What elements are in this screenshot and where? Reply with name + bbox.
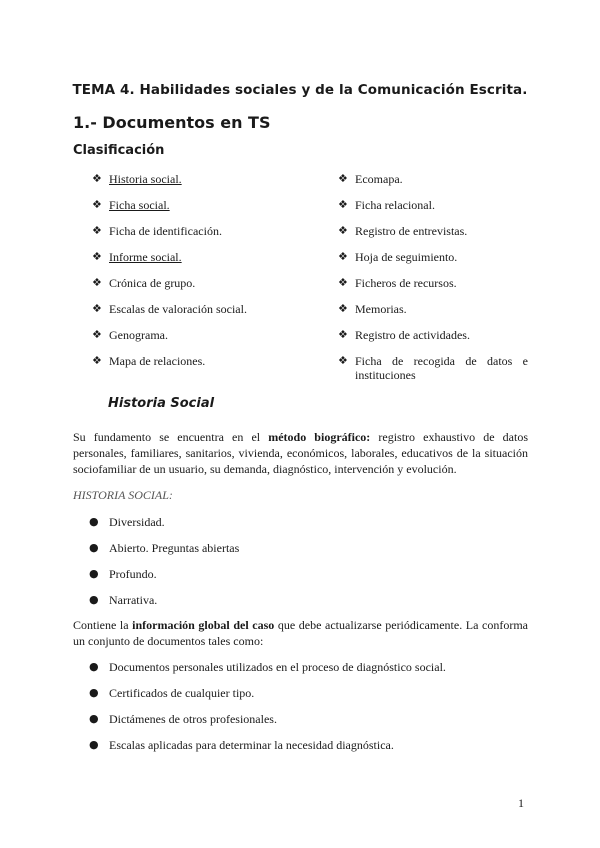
classification-item — [92, 276, 312, 302]
classification-item — [92, 354, 312, 380]
bullet-icon: ● — [89, 660, 99, 673]
diamond-bullet-icon: ❖ — [338, 302, 348, 315]
traits-list — [89, 515, 239, 619]
diamond-bullet-icon: ❖ — [338, 328, 348, 341]
classification-item-label: Ficha de recogida de datos e — [355, 354, 528, 368]
classification-item — [92, 224, 312, 250]
diamond-bullet-icon: ❖ — [338, 250, 348, 263]
historia-social-label: HISTORIA SOCIAL: — [73, 488, 173, 502]
classification-left-column — [92, 172, 312, 380]
document-title: TEMA 4. Habilidades sociales y de la Comunicación Escrita. — [72, 82, 528, 98]
diamond-bullet-icon: ❖ — [338, 172, 348, 185]
classification-item[interactable] — [92, 172, 312, 198]
paragraph-text: Su fundamento se encuentra en el — [73, 430, 269, 444]
bullet-icon: ● — [89, 738, 99, 751]
list-item-label: Abierto. Preguntas abiertas — [109, 541, 240, 555]
classification-item-label: Mapa de relaciones. — [109, 354, 206, 368]
diamond-bullet-icon: ❖ — [92, 198, 102, 211]
diamond-bullet-icon: ❖ — [92, 302, 102, 315]
bullet-icon: ● — [89, 515, 99, 528]
bullet-icon: ● — [89, 712, 99, 725]
classification-item — [338, 276, 528, 302]
list-item — [89, 660, 446, 686]
classification-item — [338, 354, 528, 386]
classification-item — [338, 172, 528, 198]
classification-item-label: Ficha social. — [109, 198, 170, 212]
classification-item-label: Ficha de identificación. — [109, 224, 222, 238]
section-heading: 1.- Documentos en TS — [73, 113, 271, 132]
classification-item-label: Ficheros de recursos. — [355, 276, 457, 290]
diamond-bullet-icon: ❖ — [92, 276, 102, 289]
diamond-bullet-icon: ❖ — [338, 354, 348, 367]
bullet-icon: ● — [89, 686, 99, 699]
classification-item — [92, 328, 312, 354]
classification-item-label: Registro de entrevistas. — [355, 224, 468, 238]
classification-item — [338, 250, 528, 276]
paragraph-text: Contiene la — [73, 618, 133, 632]
list-item — [89, 686, 446, 712]
classification-item-label: Escalas de valoración social. — [109, 302, 247, 316]
list-item — [89, 515, 239, 541]
list-item-label: Profundo. — [109, 567, 157, 581]
bullet-icon: ● — [89, 541, 99, 554]
list-item-label: Diversidad. — [109, 515, 165, 529]
classification-item-label: Informe social. — [109, 250, 182, 264]
diamond-bullet-icon: ❖ — [338, 224, 348, 237]
list-item — [89, 567, 239, 593]
classification-item — [338, 328, 528, 354]
classification-item-label: Ecomapa. — [355, 172, 403, 186]
historia-social-heading: Historia Social — [108, 396, 215, 411]
classification-item — [338, 198, 528, 224]
bullet-icon: ● — [89, 593, 99, 606]
classification-item — [338, 302, 528, 328]
classification-item-label-cont: instituciones — [355, 368, 416, 382]
paragraph-text: registro exhaustivo de datos personales, familiares, sanitarios, vivienda, económicos, laborales, educativos de la situación sociofamiliar de un usuario, su demanda, diagnóstico, intervención y evolución. — [73, 430, 528, 476]
bullet-icon: ● — [89, 567, 99, 580]
list-item-label: Documentos personales utilizados en el proceso de diagnóstico social. — [109, 660, 446, 674]
documents-list — [89, 660, 446, 764]
classification-right-column — [338, 172, 528, 386]
classification-item-label: Genograma. — [109, 328, 168, 342]
historia-social-paragraph — [73, 429, 528, 477]
paragraph-bold-text: método biográfico: — [268, 430, 371, 444]
classification-item-label: Ficha relacional. — [355, 198, 435, 212]
diamond-bullet-icon: ❖ — [92, 224, 102, 237]
list-item-label: Certificados de cualquier tipo. — [109, 686, 255, 700]
list-item-label: Escalas aplicadas para determinar la necesidad diagnóstica. — [109, 738, 394, 752]
classification-item-label: Registro de actividades. — [355, 328, 470, 342]
classification-item-label: Crónica de grupo. — [109, 276, 196, 290]
page-number: 1 — [518, 796, 524, 810]
classification-item-label: Historia social. — [109, 172, 182, 186]
classification-item — [92, 302, 312, 328]
historia-social-content-paragraph — [73, 617, 528, 649]
classification-item — [338, 224, 528, 250]
list-item — [89, 712, 446, 738]
classification-item-label: Hoja de seguimiento. — [355, 250, 458, 264]
classification-item[interactable] — [92, 198, 312, 224]
diamond-bullet-icon: ❖ — [338, 276, 348, 289]
diamond-bullet-icon: ❖ — [92, 354, 102, 367]
list-item-label: Dictámenes de otros profesionales. — [109, 712, 277, 726]
diamond-bullet-icon: ❖ — [338, 198, 348, 211]
classification-item-label: Memorias. — [355, 302, 407, 316]
list-item-label: Narrativa. — [109, 593, 158, 607]
diamond-bullet-icon: ❖ — [92, 172, 102, 185]
diamond-bullet-icon: ❖ — [92, 250, 102, 263]
list-item — [89, 738, 446, 764]
diamond-bullet-icon: ❖ — [92, 328, 102, 341]
paragraph-text: que debe actualizarse periódicamente. La conforma un conjunto de documentos tales como: — [73, 618, 529, 648]
paragraph-bold-text: información global del caso — [132, 618, 275, 632]
list-item — [89, 541, 239, 567]
subsection-heading: Clasificación — [73, 143, 165, 158]
classification-item[interactable] — [92, 250, 312, 276]
list-item — [89, 593, 239, 619]
